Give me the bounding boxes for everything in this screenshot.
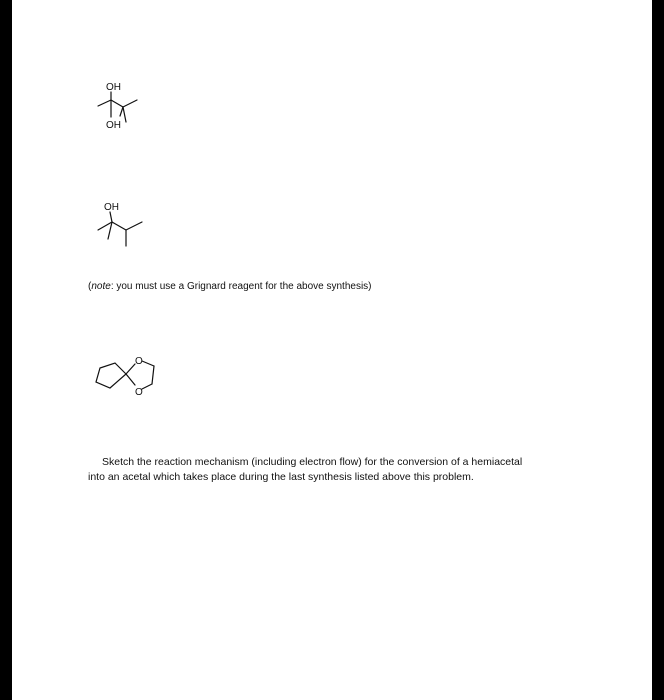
document-page xyxy=(12,0,652,700)
diol-bond xyxy=(98,100,111,106)
cyclopentane-ring xyxy=(96,363,126,388)
diol-oh-bottom-label: OH xyxy=(106,120,121,131)
ketal-o-bottom-label: O xyxy=(135,387,143,398)
ketal-bond xyxy=(152,366,154,384)
diol-bond xyxy=(120,107,123,116)
alcohol-bond xyxy=(126,222,142,230)
ketal-bond xyxy=(126,374,135,385)
alcohol-bond xyxy=(112,222,126,230)
tertiary-alcohol-structure xyxy=(92,192,172,262)
ketal-bond xyxy=(126,364,135,374)
ketal-o-top-label: O xyxy=(135,356,143,367)
ketal-bond xyxy=(142,361,154,366)
diol-bond xyxy=(111,100,123,107)
ketal-structure xyxy=(90,350,180,410)
note-text: : you must use a Grignard reagent for the above synthesis) xyxy=(110,281,372,292)
mechanism-question xyxy=(88,455,608,485)
ketal-bond xyxy=(142,384,152,389)
alcohol-bond xyxy=(110,212,112,222)
note-emphasis: note xyxy=(91,281,111,292)
diol-bond xyxy=(123,100,137,107)
grignard-note xyxy=(88,281,372,292)
diol-structure xyxy=(92,70,172,140)
diol-bond xyxy=(123,107,126,122)
note-open-paren: ( xyxy=(88,281,92,292)
question-line-2: into an acetal which takes place during the last synthesis listed above this problem. xyxy=(88,471,474,483)
question-line-1: Sketch the reaction mechanism (including electron flow) for the conversion of a hemiacetal xyxy=(102,456,523,468)
alcohol-oh-label: OH xyxy=(104,202,119,213)
diol-oh-top-label: OH xyxy=(106,82,121,93)
